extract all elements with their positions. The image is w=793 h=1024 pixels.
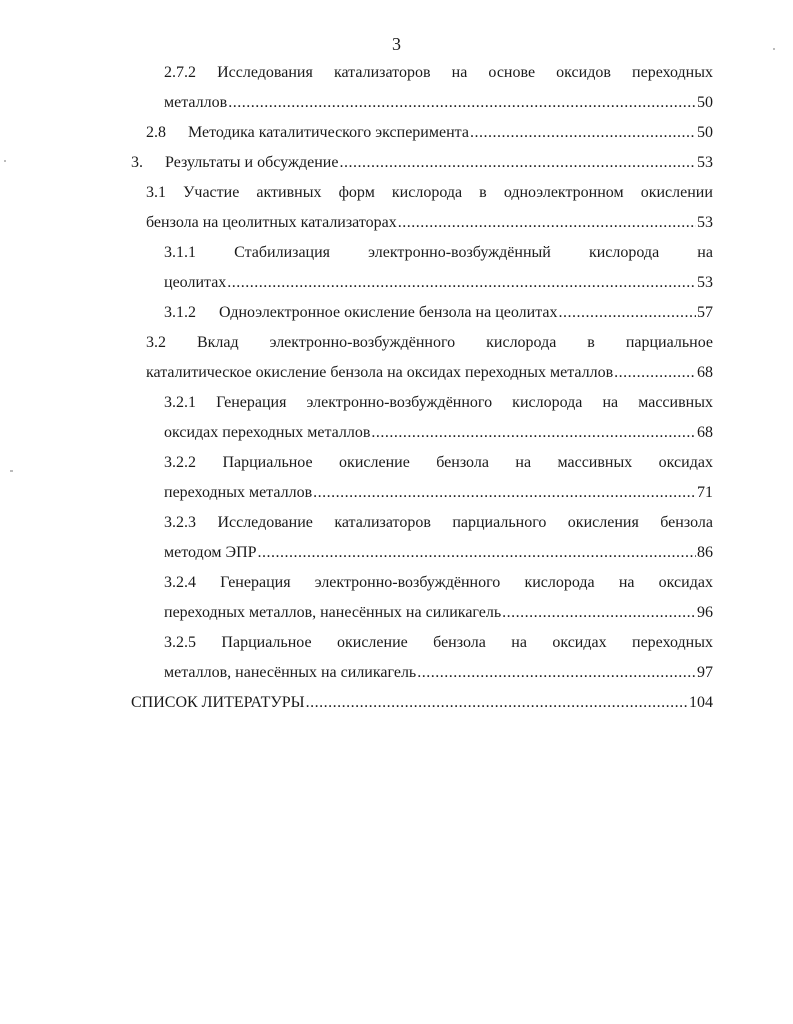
toc-page-ref: 57 [697, 304, 713, 321]
dot-leader [227, 88, 696, 118]
toc-number: 3.1.1 [164, 244, 196, 261]
toc-number: 3.1 [146, 184, 166, 201]
toc-page-ref: 68 [697, 364, 713, 381]
dot-leader [501, 598, 696, 628]
dot-leader [370, 418, 696, 448]
toc-title: Результаты и обсуждение [165, 154, 339, 171]
toc-number: 3.2.1 [164, 394, 196, 411]
toc-number: 3.2.5 [164, 634, 196, 651]
dot-leader [613, 358, 696, 388]
toc-title: переходных металлов [164, 484, 313, 501]
scan-artifact [4, 160, 6, 162]
toc-page-ref: 50 [697, 124, 713, 141]
toc-page-ref: 104 [689, 694, 713, 711]
toc-title: переходных металлов, нанесённых на силикагель [164, 604, 502, 621]
toc-page-ref: 71 [697, 484, 713, 501]
dot-leader [257, 538, 696, 568]
toc-entry-2-7-2-line1: 2.7.2 Исследования катализаторов на основе оксидов переходных [164, 58, 713, 88]
dot-leader [557, 298, 696, 328]
dot-leader [397, 208, 696, 238]
toc-number: 3.2.2 [164, 454, 196, 471]
toc-page-ref: 53 [697, 214, 713, 231]
toc-title: Одноэлектронное окисление бензола на цеолитах [219, 304, 558, 321]
toc-page-ref: 97 [697, 664, 713, 681]
dot-leader [469, 118, 696, 148]
toc-title: каталитическое окисление бензола на оксидах переходных металлов [146, 364, 614, 381]
toc-number: 3.2 [146, 334, 166, 351]
dot-leader [305, 688, 688, 718]
toc-title: Методика каталитического эксперимента [188, 124, 469, 141]
toc-number: 2.8 [146, 124, 166, 141]
toc-number: 2.7.2 [164, 64, 196, 81]
dot-leader [416, 658, 696, 688]
toc-page-ref: 96 [697, 604, 713, 621]
page-number: 3 [392, 34, 401, 54]
toc-title: методом ЭПР [164, 544, 257, 561]
toc-page-ref: 86 [697, 544, 713, 561]
toc-title: бензола на цеолитных катализаторах [146, 214, 397, 231]
toc-title: СПИСОК ЛИТЕРАТУРЫ [131, 694, 305, 711]
toc-number: 3. [131, 154, 143, 171]
toc-title: металлов, нанесённых на силикагель [164, 664, 417, 681]
toc-title: цеолитах [164, 274, 227, 291]
toc-number: 3.1.2 [164, 304, 196, 321]
scan-artifact [10, 470, 13, 472]
toc-number: 3.2.3 [164, 514, 196, 531]
dot-leader [312, 478, 696, 508]
toc-page-ref: 53 [697, 274, 713, 291]
toc-page-ref: 68 [697, 424, 713, 441]
toc-page-ref: 53 [697, 154, 713, 171]
toc-entry-2-7-2-line2 [164, 88, 713, 118]
dot-leader [338, 148, 696, 178]
toc-title: оксидах переходных металлов [164, 424, 371, 441]
scan-artifact [773, 48, 775, 50]
toc-title: металлов [164, 94, 228, 111]
toc-number: 3.2.4 [164, 574, 196, 591]
toc-page-ref: 50 [697, 94, 713, 111]
dot-leader [226, 268, 696, 298]
